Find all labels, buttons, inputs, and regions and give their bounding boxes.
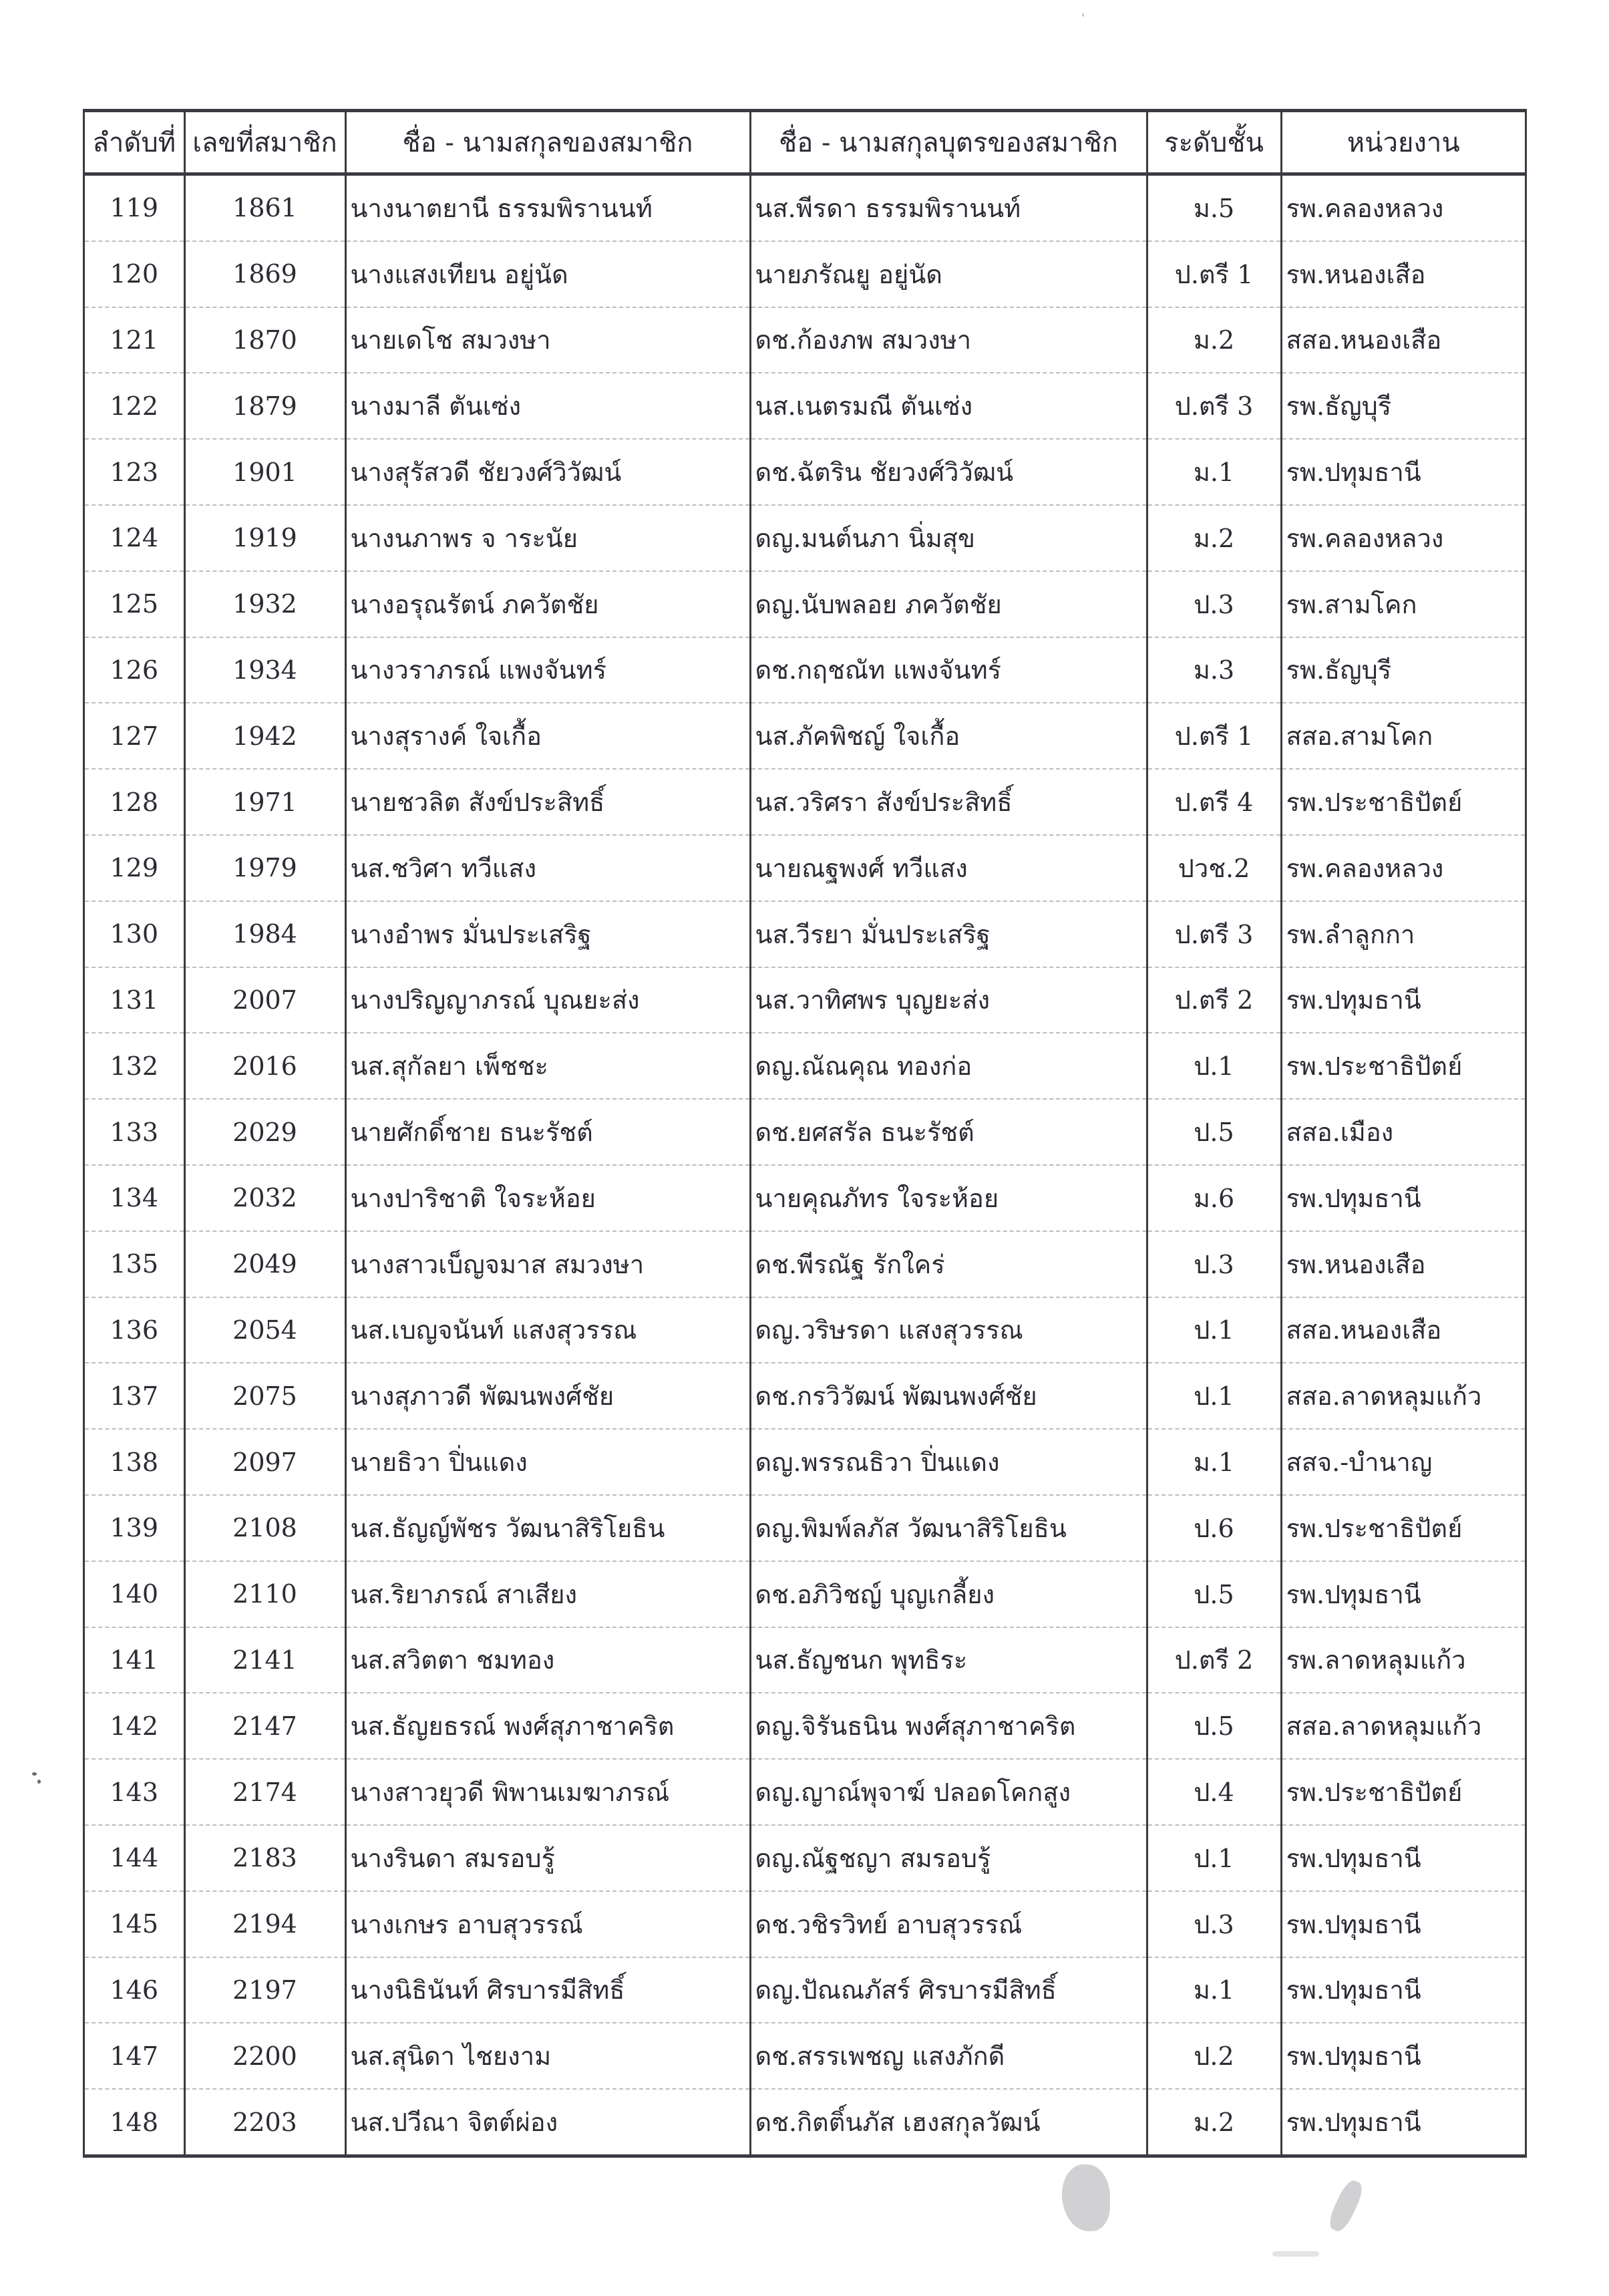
cell-member-no: 2097 xyxy=(184,1429,345,1495)
cell-unit: รพ.ปทุมธานี xyxy=(1281,2089,1525,2154)
cell-member-name: นางมาลี ตันเซ่ง xyxy=(345,373,750,439)
cell-level: ป.5 xyxy=(1147,1561,1281,1627)
cell-member-no: 2032 xyxy=(184,1165,345,1231)
cell-unit: รพ.หนองเสือ xyxy=(1281,1231,1525,1297)
scan-speck xyxy=(37,1780,41,1784)
cell-member-no: 2141 xyxy=(184,1627,345,1693)
cell-member-name: นส.สุกัลยา เพ็ชชะ xyxy=(345,1033,750,1099)
cell-index: 134 xyxy=(85,1165,184,1231)
table-row xyxy=(85,174,1525,241)
cell-child-name: ดช.วชิรวิทย์ อาบสุวรรณ์ xyxy=(750,1891,1147,1957)
cell-member-no: 2147 xyxy=(184,1693,345,1759)
cell-index: 128 xyxy=(85,769,184,835)
cell-index: 127 xyxy=(85,703,184,769)
cell-member-name: นางสุภาวดี พัฒนพงศ์ชัย xyxy=(345,1363,750,1429)
cell-unit: รพ.ธัญบุรี xyxy=(1281,637,1525,703)
cell-unit: รพ.ปทุมธานี xyxy=(1281,1561,1525,1627)
table-row xyxy=(85,1561,1525,1627)
table-row xyxy=(85,1231,1525,1297)
cell-level: ม.2 xyxy=(1147,307,1281,373)
cell-child-name: นส.เนตรมณี ตันเซ่ง xyxy=(750,373,1147,439)
table-row xyxy=(85,1693,1525,1759)
cell-child-name: ดญ.พิมพ์ลภัส วัฒนาสิริโยธิน xyxy=(750,1495,1147,1561)
cell-index: 138 xyxy=(85,1429,184,1495)
cell-level: ป.5 xyxy=(1147,1693,1281,1759)
table-row xyxy=(85,967,1525,1033)
cell-index: 125 xyxy=(85,571,184,637)
cell-member-name: นางสุรางค์ ใจเกื้อ xyxy=(345,703,750,769)
cell-member-name: นางปริญญาภรณ์ บุณยะส่ง xyxy=(345,967,750,1033)
table-header-row xyxy=(85,112,1525,174)
cell-level: ป.1 xyxy=(1147,1825,1281,1891)
cell-index: 146 xyxy=(85,1957,184,2023)
cell-index: 120 xyxy=(85,241,184,307)
cell-unit: รพ.หนองเสือ xyxy=(1281,241,1525,307)
table-row xyxy=(85,1099,1525,1165)
cell-level: ป.ตรี 1 xyxy=(1147,241,1281,307)
cell-index: 136 xyxy=(85,1297,184,1363)
cell-member-name: นส.สุนิดา ไชยงาม xyxy=(345,2023,750,2089)
table-row xyxy=(85,241,1525,307)
cell-member-no: 1879 xyxy=(184,373,345,439)
cell-member-name: นางอรุณรัตน์ ภควัตชัย xyxy=(345,571,750,637)
cell-member-no: 1971 xyxy=(184,769,345,835)
table-row xyxy=(85,373,1525,439)
table-row xyxy=(85,1891,1525,1957)
cell-member-no: 1870 xyxy=(184,307,345,373)
cell-unit: สสอ.ลาดหลุมแก้ว xyxy=(1281,1363,1525,1429)
cell-member-name: นายชวลิต สังข์ประสิทธิ์ xyxy=(345,769,750,835)
cell-child-name: ดญ.ณัณคุณ ทองก่อ xyxy=(750,1033,1147,1099)
cell-child-name: ดช.พีรณัฐ รักใคร่ xyxy=(750,1231,1147,1297)
cell-index: 119 xyxy=(85,174,184,241)
cell-member-no: 2183 xyxy=(184,1825,345,1891)
table-row xyxy=(85,637,1525,703)
cell-child-name: ดช.กิตติ์นภัส เฮงสกุลวัฒน์ xyxy=(750,2089,1147,2154)
cell-unit: รพ.สามโคก xyxy=(1281,571,1525,637)
cell-child-name: ดญ.ปัณณภัสร์ ศิรบารมีสิทธิ์ xyxy=(750,1957,1147,2023)
cell-member-name: นางสุรัสวดี ชัยวงศ์วิวัฒน์ xyxy=(345,439,750,505)
cell-member-no: 1942 xyxy=(184,703,345,769)
cell-child-name: ดญ.นับพลอย ภควัตชัย xyxy=(750,571,1147,637)
cell-unit: สสอ.หนองเสือ xyxy=(1281,1297,1525,1363)
cell-member-no: 1934 xyxy=(184,637,345,703)
cell-child-name: ดญ.พรรณธิวา ปิ่นแดง xyxy=(750,1429,1147,1495)
table-row xyxy=(85,2023,1525,2089)
cell-child-name: ดช.อภิวิชญ์ บุญเกลี้ยง xyxy=(750,1561,1147,1627)
cell-unit: สสอ.สามโคก xyxy=(1281,703,1525,769)
cell-level: ม.2 xyxy=(1147,2089,1281,2154)
table-row xyxy=(85,835,1525,901)
cell-index: 142 xyxy=(85,1693,184,1759)
header-index: ลำดับที่ xyxy=(85,112,184,174)
cell-level: ม.1 xyxy=(1147,1429,1281,1495)
cell-unit: รพ.คลองหลวง xyxy=(1281,835,1525,901)
cell-unit: รพ.ปทุมธานี xyxy=(1281,1891,1525,1957)
cell-member-no: 2049 xyxy=(184,1231,345,1297)
cell-level: ป.5 xyxy=(1147,1099,1281,1165)
cell-index: 147 xyxy=(85,2023,184,2089)
table-row xyxy=(85,1825,1525,1891)
cell-child-name: ดช.กฤชณัท แพงจันทร์ xyxy=(750,637,1147,703)
table-row xyxy=(85,1033,1525,1099)
cell-unit: รพ.ประชาธิปัตย์ xyxy=(1281,769,1525,835)
cell-member-no: 2016 xyxy=(184,1033,345,1099)
cell-unit: สสจ.-บำนาญ xyxy=(1281,1429,1525,1495)
cell-unit: รพ.ปทุมธานี xyxy=(1281,1165,1525,1231)
cell-index: 129 xyxy=(85,835,184,901)
cell-child-name: นายคุณภัทร ใจระห้อย xyxy=(750,1165,1147,1231)
table-row xyxy=(85,571,1525,637)
cell-unit: รพ.ธัญบุรี xyxy=(1281,373,1525,439)
cell-child-name: ดญ.ญาณ์พุจาฆ์ ปลอดโคกสูง xyxy=(750,1759,1147,1825)
scan-smudge xyxy=(1062,2164,1110,2231)
cell-child-name: ดช.ยศสรัล ธนะรัชต์ xyxy=(750,1099,1147,1165)
cell-member-no: 2007 xyxy=(184,967,345,1033)
cell-child-name: นส.วีรยา มั่นประเสริฐ xyxy=(750,901,1147,967)
cell-child-name: ดช.ก้องภพ สมวงษา xyxy=(750,307,1147,373)
cell-unit: สสอ.หนองเสือ xyxy=(1281,307,1525,373)
cell-unit: รพ.ประชาธิปัตย์ xyxy=(1281,1759,1525,1825)
table-row xyxy=(85,1759,1525,1825)
cell-index: 133 xyxy=(85,1099,184,1165)
table-row xyxy=(85,1495,1525,1561)
cell-member-no: 2075 xyxy=(184,1363,345,1429)
cell-child-name: ดญ.ณัฐชญา สมรอบรู้ xyxy=(750,1825,1147,1891)
cell-index: 131 xyxy=(85,967,184,1033)
cell-level: ม.6 xyxy=(1147,1165,1281,1231)
cell-level: ป.ตรี 1 xyxy=(1147,703,1281,769)
cell-index: 132 xyxy=(85,1033,184,1099)
table-row xyxy=(85,2089,1525,2154)
cell-index: 145 xyxy=(85,1891,184,1957)
cell-child-name: นส.ภัคพิชญ์ ใจเกื้อ xyxy=(750,703,1147,769)
cell-member-name: นางสาวเบ็ญจมาส สมวงษา xyxy=(345,1231,750,1297)
cell-unit: รพ.ปทุมธานี xyxy=(1281,1957,1525,2023)
cell-index: 140 xyxy=(85,1561,184,1627)
member-children-table xyxy=(85,112,1525,2154)
cell-member-name: นส.สวิตตา ชมทอง xyxy=(345,1627,750,1693)
cell-index: 143 xyxy=(85,1759,184,1825)
cell-member-name: นางอำพร มั่นประเสริฐ xyxy=(345,901,750,967)
table-row xyxy=(85,307,1525,373)
cell-child-name: นส.พีรดา ธรรมพิรานนท์ xyxy=(750,174,1147,241)
table-row xyxy=(85,769,1525,835)
cell-member-name: นายศักดิ์ชาย ธนะรัชต์ xyxy=(345,1099,750,1165)
cell-member-name: นางเกษร อาบสุวรรณ์ xyxy=(345,1891,750,1957)
scan-speck xyxy=(32,1772,37,1776)
cell-member-name: นางนภาพร จ าระนัย xyxy=(345,505,750,571)
cell-member-no: 1984 xyxy=(184,901,345,967)
cell-member-name: นายธิวา ปิ่นแดง xyxy=(345,1429,750,1495)
table-row xyxy=(85,505,1525,571)
cell-index: 126 xyxy=(85,637,184,703)
cell-index: 123 xyxy=(85,439,184,505)
scan-speck xyxy=(1082,13,1084,17)
cell-member-name: นางรินดา สมรอบรู้ xyxy=(345,1825,750,1891)
cell-unit: รพ.ปทุมธานี xyxy=(1281,439,1525,505)
header-member-no: เลขที่สมาชิก xyxy=(184,112,345,174)
cell-level: ปวช.2 xyxy=(1147,835,1281,901)
cell-level: ป.2 xyxy=(1147,2023,1281,2089)
cell-unit: รพ.ประชาธิปัตย์ xyxy=(1281,1033,1525,1099)
table-row xyxy=(85,1627,1525,1693)
cell-unit: สสอ.เมือง xyxy=(1281,1099,1525,1165)
cell-member-name: นส.ชวิศา ทวีแสง xyxy=(345,835,750,901)
table-row xyxy=(85,703,1525,769)
cell-member-no: 1979 xyxy=(184,835,345,901)
cell-member-no: 2110 xyxy=(184,1561,345,1627)
header-member-name: ชื่อ - นามสกุลของสมาชิก xyxy=(345,112,750,174)
cell-level: ป.1 xyxy=(1147,1297,1281,1363)
cell-unit: รพ.คลองหลวง xyxy=(1281,174,1525,241)
cell-member-no: 2174 xyxy=(184,1759,345,1825)
cell-child-name: นส.วริศรา สังข์ประสิทธิ์ xyxy=(750,769,1147,835)
cell-level: ม.1 xyxy=(1147,1957,1281,2023)
cell-level: ม.1 xyxy=(1147,439,1281,505)
cell-level: ม.5 xyxy=(1147,174,1281,241)
table-row xyxy=(85,1297,1525,1363)
cell-member-name: นส.เบญจนันท์ แสงสุวรรณ xyxy=(345,1297,750,1363)
cell-level: ป.3 xyxy=(1147,1891,1281,1957)
cell-unit: รพ.ปทุมธานี xyxy=(1281,2023,1525,2089)
cell-unit: สสอ.ลาดหลุมแก้ว xyxy=(1281,1693,1525,1759)
cell-level: ป.1 xyxy=(1147,1033,1281,1099)
table-row xyxy=(85,1429,1525,1495)
cell-member-name: นางปาริชาติ ใจระห้อย xyxy=(345,1165,750,1231)
member-children-table-frame xyxy=(83,109,1527,2158)
cell-child-name: ดช.ฉัตริน ชัยวงศ์วิวัฒน์ xyxy=(750,439,1147,505)
cell-member-name: นส.ธัญญ์พัชร วัฒนาสิริโยธิน xyxy=(345,1495,750,1561)
cell-index: 144 xyxy=(85,1825,184,1891)
cell-child-name: นส.ธัญชนก พุทธิระ xyxy=(750,1627,1147,1693)
scan-smudge xyxy=(1326,2177,1367,2234)
cell-member-no: 2203 xyxy=(184,2089,345,2154)
cell-level: ป.3 xyxy=(1147,1231,1281,1297)
cell-member-no: 1932 xyxy=(184,571,345,637)
cell-child-name: ดญ.วริษรดา แสงสุวรรณ xyxy=(750,1297,1147,1363)
scan-smudge xyxy=(1272,2251,1319,2257)
cell-member-no: 2029 xyxy=(184,1099,345,1165)
cell-member-name: นายเดโช สมวงษา xyxy=(345,307,750,373)
cell-level: ป.ตรี 4 xyxy=(1147,769,1281,835)
cell-unit: รพ.คลองหลวง xyxy=(1281,505,1525,571)
cell-member-name: นางแสงเทียน อยู่นัด xyxy=(345,241,750,307)
cell-index: 137 xyxy=(85,1363,184,1429)
cell-member-name: นางสาวยุวดี พิพานเมฆาภรณ์ xyxy=(345,1759,750,1825)
cell-level: ป.ตรี 2 xyxy=(1147,1627,1281,1693)
cell-child-name: นส.วาทิศพร บุญยะส่ง xyxy=(750,967,1147,1033)
cell-member-no: 2200 xyxy=(184,2023,345,2089)
cell-level: ป.ตรี 2 xyxy=(1147,967,1281,1033)
cell-member-name: นส.ปวีณา จิตต์ผ่อง xyxy=(345,2089,750,2154)
cell-member-no: 1861 xyxy=(184,174,345,241)
cell-member-no: 2194 xyxy=(184,1891,345,1957)
cell-unit: รพ.ปทุมธานี xyxy=(1281,1825,1525,1891)
cell-child-name: ดช.สรรเพชญ แสงภักดี xyxy=(750,2023,1147,2089)
cell-member-name: นางวราภรณ์ แพงจันทร์ xyxy=(345,637,750,703)
cell-level: ป.3 xyxy=(1147,571,1281,637)
table-row xyxy=(85,439,1525,505)
cell-level: ป.4 xyxy=(1147,1759,1281,1825)
cell-level: ม.3 xyxy=(1147,637,1281,703)
cell-child-name: ดญ.มนต์นภา นิ่มสุข xyxy=(750,505,1147,571)
cell-member-no: 2108 xyxy=(184,1495,345,1561)
cell-unit: รพ.ปทุมธานี xyxy=(1281,967,1525,1033)
table-row xyxy=(85,1957,1525,2023)
cell-index: 121 xyxy=(85,307,184,373)
table-row xyxy=(85,1363,1525,1429)
cell-unit: รพ.ลาดหลุมแก้ว xyxy=(1281,1627,1525,1693)
cell-member-no: 1901 xyxy=(184,439,345,505)
cell-index: 139 xyxy=(85,1495,184,1561)
cell-index: 135 xyxy=(85,1231,184,1297)
cell-child-name: ดช.กรวิวัฒน์ พัฒนพงศ์ชัย xyxy=(750,1363,1147,1429)
cell-member-name: นางนิธินันท์ ศิรบารมีสิทธิ์ xyxy=(345,1957,750,2023)
cell-index: 141 xyxy=(85,1627,184,1693)
table-row xyxy=(85,901,1525,967)
cell-level: ป.ตรี 3 xyxy=(1147,373,1281,439)
cell-child-name: ดญ.จิรันธนิน พงศ์สุภาชาคริต xyxy=(750,1693,1147,1759)
cell-child-name: นายภรัณยู อยู่นัด xyxy=(750,241,1147,307)
header-level: ระดับชั้น xyxy=(1147,112,1281,174)
cell-index: 124 xyxy=(85,505,184,571)
cell-member-no: 1919 xyxy=(184,505,345,571)
cell-level: ม.2 xyxy=(1147,505,1281,571)
cell-member-name: นางนาตยานี ธรรมพิรานนท์ xyxy=(345,174,750,241)
cell-member-name: นส.ธัญยธรณ์ พงศ์สุภาชาคริต xyxy=(345,1693,750,1759)
cell-unit: รพ.ประชาธิปัตย์ xyxy=(1281,1495,1525,1561)
cell-level: ป.ตรี 3 xyxy=(1147,901,1281,967)
cell-member-no: 1869 xyxy=(184,241,345,307)
cell-level: ป.6 xyxy=(1147,1495,1281,1561)
cell-unit: รพ.ลำลูกกา xyxy=(1281,901,1525,967)
header-unit: หน่วยงาน xyxy=(1281,112,1525,174)
cell-member-no: 2054 xyxy=(184,1297,345,1363)
cell-index: 122 xyxy=(85,373,184,439)
cell-level: ป.1 xyxy=(1147,1363,1281,1429)
cell-child-name: นายณฐพงศ์ ทวีแสง xyxy=(750,835,1147,901)
table-row xyxy=(85,1165,1525,1231)
cell-index: 148 xyxy=(110,2107,159,2137)
header-child-name: ชื่อ - นามสกุลบุตรของสมาชิก xyxy=(750,112,1147,174)
cell-member-name: นส.ริยาภรณ์ สาเสียง xyxy=(345,1561,750,1627)
cell-index: 130 xyxy=(85,901,184,967)
cell-member-no: 2197 xyxy=(184,1957,345,2023)
